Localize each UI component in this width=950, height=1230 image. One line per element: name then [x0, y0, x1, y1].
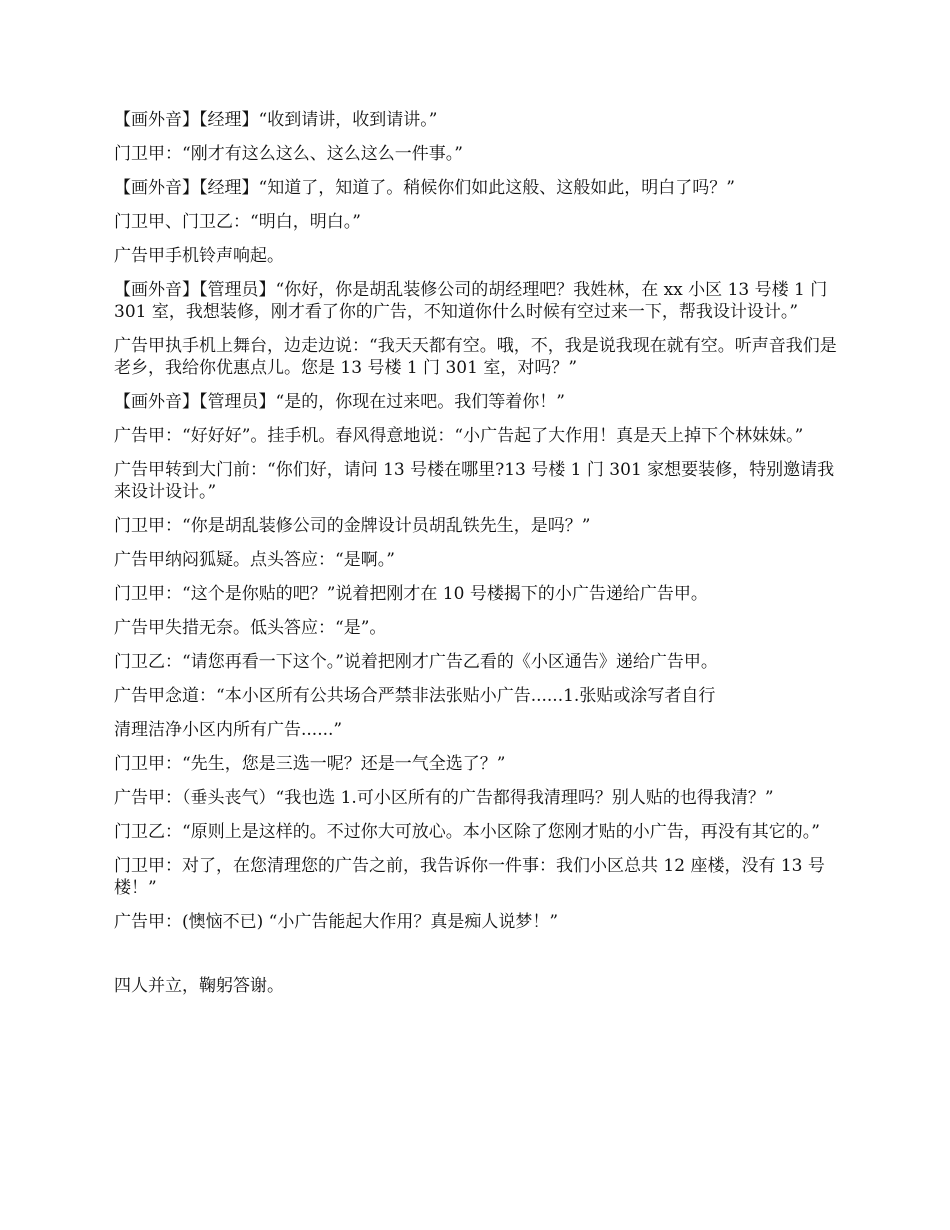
paragraph-5: 广告甲手机铃声响起。 [114, 246, 284, 266]
paragraph-6: 【画外音】【管理员】“你好，你是胡乱装修公司的胡经理吧？我姓林，在 xx 小区 13 号楼 1 门 301 室，我想装修，刚才看了你的广告，不知道你什么时候有空过来一下，帮我设计设计。” [114, 280, 828, 322]
paragraph-18: 门卫甲：“先生，您是三选一呢？还是一气全选了？” [114, 754, 506, 774]
paragraph-14: 广告甲失措无奈。低头答应：“是”。 [114, 618, 387, 638]
paragraph-19: 广告甲：（垂头丧气）“我也选 1.可小区所有的广告都得我清理吗？别人贴的也得我清？” [114, 788, 774, 808]
paragraph-16: 广告甲念道：“本小区所有公共场合严禁非法张贴小广告......1.张贴或涂写者自行 [114, 686, 716, 706]
paragraph-21: 门卫甲：对了，在您清理您的广告之前，我告诉你一件事：我们小区总共 12 座楼，没有 13 号楼！” [114, 856, 825, 898]
paragraph-12: 广告甲纳闷狐疑。点头答应：“是啊。” [114, 550, 395, 570]
paragraph-13: 门卫甲：“这个是你贴的吧？”说着把刚才在 10 号楼揭下的小广告递给广告甲。 [114, 584, 708, 604]
paragraph-3: 【画外音】【经理】“知道了，知道了。稍候你们如此这般、这般如此，明白了吗？” [114, 178, 735, 198]
paragraph-9: 广告甲：“好好好”。挂手机。春风得意地说：“小广告起了大作用！真是天上掉下个林妹妹。” [114, 426, 804, 446]
paragraph-20: 门卫乙：“原则上是这样的。不过你大可放心。本小区除了您刚才贴的小广告，再没有其它的。” [114, 822, 820, 842]
paragraph-22: 广告甲：(懊恼不已) “小广告能起大作用？真是痴人说梦！” [114, 912, 559, 932]
paragraph-1: 【画外音】【经理】“收到请讲，收到请讲。” [114, 110, 438, 130]
paragraph-2: 门卫甲：“刚才有这么这么、这么这么一件事。” [114, 144, 463, 164]
paragraph-7: 广告甲执手机上舞台，边走边说：“我天天都有空。哦，不，我是说我现在就有空。听声音我们是老乡，我给你优惠点儿。您是 13 号楼 1 门 301 室，对吗？” [114, 336, 837, 378]
document-body [114, 109, 842, 1009]
paragraph-8: 【画外音】【管理员】“是的，你现在过来吧。我们等着你！” [114, 392, 565, 412]
paragraph-15: 门卫乙：“请您再看一下这个。”说着把刚才广告乙看的《小区通告》递给广告甲。 [114, 652, 718, 672]
paragraph-23: 四人并立，鞠躬答谢。 [114, 976, 284, 996]
paragraph-4: 门卫甲、门卫乙：“明白，明白。” [114, 212, 361, 232]
paragraph-11: 门卫甲：“你是胡乱装修公司的金牌设计员胡乱铁先生，是吗？” [114, 516, 591, 536]
paragraph-10: 广告甲转到大门前：“你们好，请问 13 号楼在哪里?13 号楼 1 门 301 家想要装修，特别邀请我来设计设计。” [114, 460, 835, 502]
paragraph-17: 清理洁净小区内所有广告......” [114, 720, 343, 740]
